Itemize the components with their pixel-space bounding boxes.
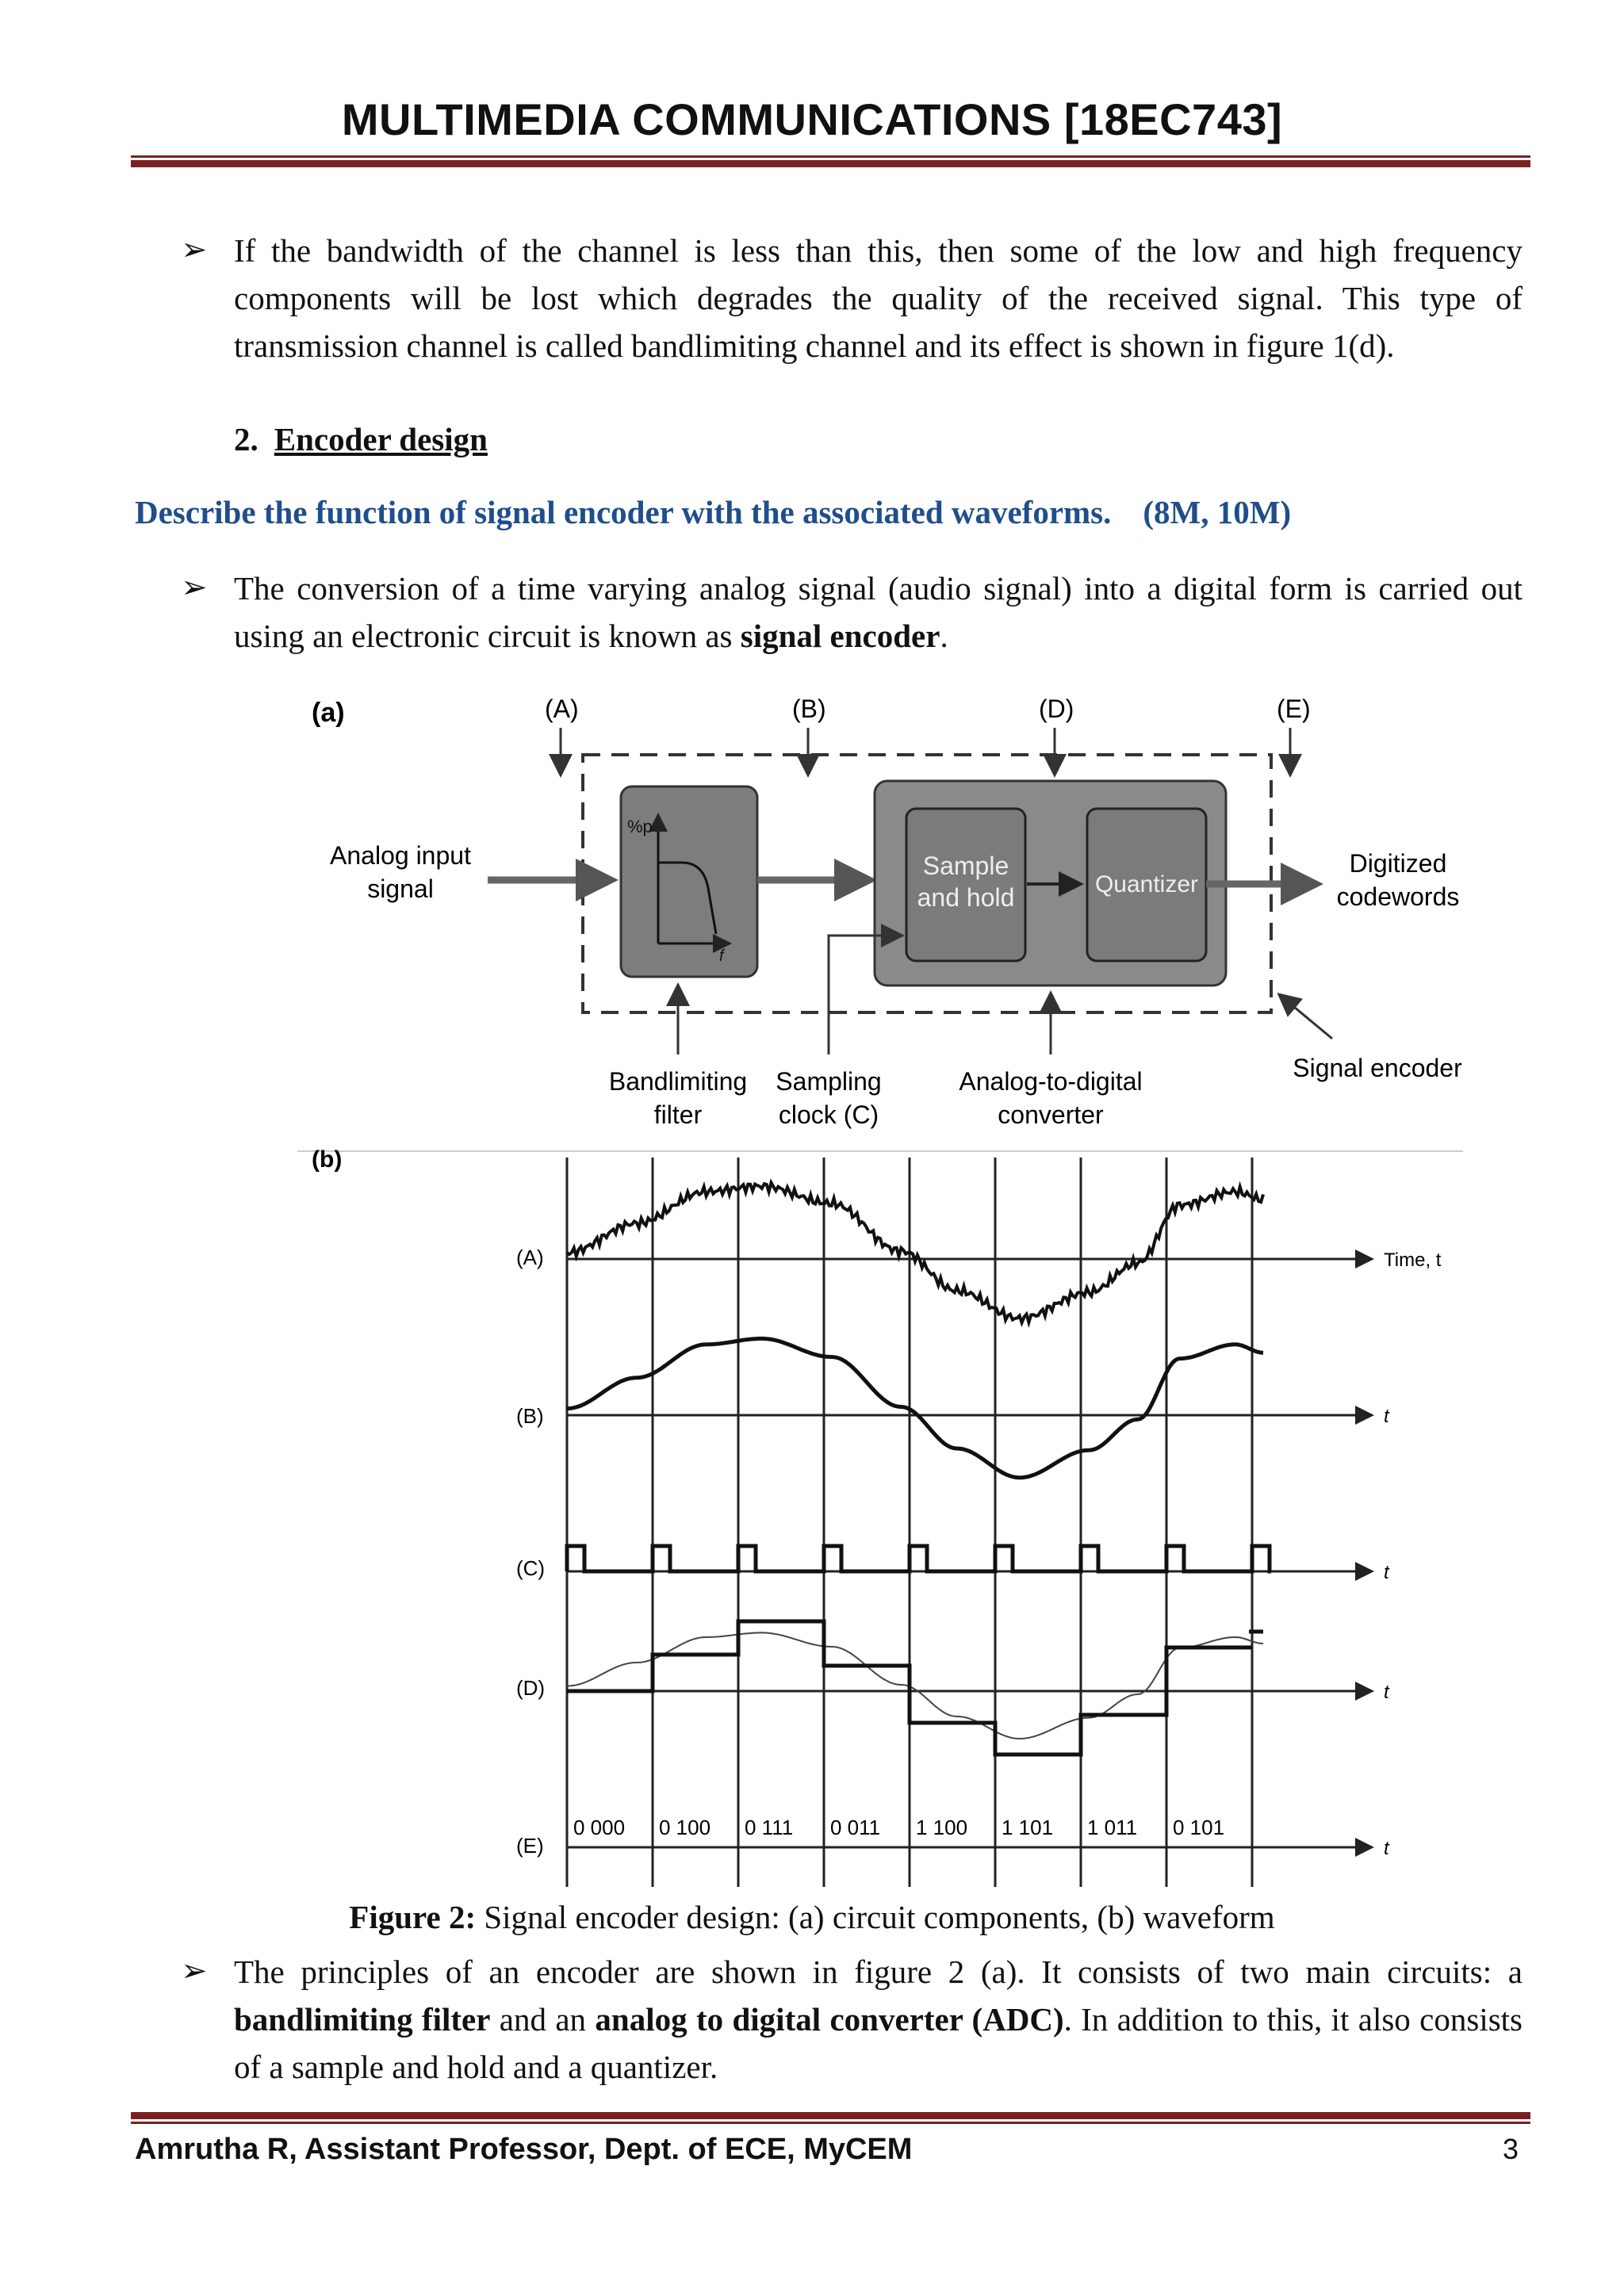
para3-text-end: . In addition to this, it also consists of a sample and hold and a quantizer. (234, 2001, 1523, 2085)
para3-text-a: The principles of an encoder are shown in figure 2 (a). It consists of two main circuits: a (234, 1954, 1522, 1990)
adc-label-line2: converter (998, 1100, 1104, 1129)
waveform-c-clock (567, 1546, 1271, 1571)
signal-encoder-label: Signal encoder (1293, 1054, 1462, 1082)
output-label-line1: Digitized (1349, 849, 1447, 878)
row-a-label: (A) (516, 1246, 544, 1269)
section-heading (234, 420, 488, 458)
exam-question (135, 493, 1291, 531)
question-marks: (8M, 10M) (1143, 494, 1292, 530)
codeword: 0 000 (573, 1816, 626, 1839)
page-header-title: MULTIMEDIA COMMUNICATIONS [18EC743] (341, 94, 1283, 144)
filter-axis-label: %p (627, 817, 653, 836)
para2-bold: signal encoder (740, 618, 940, 654)
para3-text-mid: and an (490, 2001, 596, 2038)
input-label-line2: signal (367, 874, 434, 903)
bandlimiting-label-line2: filter (653, 1100, 703, 1129)
filter-axis-f: f (719, 947, 724, 965)
tap-e-label: (E) (1277, 695, 1311, 723)
output-label-line2: codewords (1336, 882, 1460, 911)
bullet-arrow-icon: ➢ (181, 569, 208, 606)
codeword: 0 111 (745, 1816, 794, 1839)
codeword: 1 101 (1002, 1816, 1054, 1839)
t-label-e: t (1384, 1838, 1389, 1859)
footer-author: Amrutha R, Assistant Professor, Dept. of ECE, MyCEM (135, 2133, 913, 2166)
paragraph-signal-encoder (234, 564, 1522, 660)
codeword: 0 100 (659, 1816, 711, 1839)
figure-caption (0, 1898, 1624, 1936)
paragraph-bandlimiting: If the bandwidth of the channel is less than this, then some of the low and high frequency components will be lost which degrades the quality of the received signal. This type of transmission channel is called bandlimiting channel and its effect is shown in figure 1(d). (234, 232, 1522, 364)
para3-bold-filter: bandlimiting filter (234, 2001, 491, 2038)
section-title: Encoder design (274, 421, 488, 457)
signal-encoder-figure (218, 682, 1467, 1899)
tap-b-label: (B) (792, 695, 826, 723)
row-b-label: (B) (516, 1404, 544, 1428)
waveform-a-analog (567, 1183, 1263, 1323)
page-number: 3 (1503, 2133, 1519, 2165)
sample-hold-line2: and hold (917, 883, 1015, 912)
bandlimiting-label-line1: Bandlimiting (608, 1067, 748, 1096)
time-label: Time, t (1384, 1249, 1442, 1271)
clock-label-line2: clock (C) (778, 1100, 879, 1129)
paragraph-encoder-principles (234, 1948, 1522, 2091)
codeword: 1 100 (916, 1816, 968, 1839)
adc-label-line1: Analog-to-digital (959, 1067, 1143, 1096)
codeword: 0 011 (830, 1816, 881, 1839)
caption-text: Signal encoder design: (a) circuit components, (b) waveform (476, 1899, 1275, 1935)
sample-instant-lines (567, 1158, 1252, 1887)
para3-bold-adc: analog to digital converter (ADC) (595, 2001, 1064, 2038)
codeword: 1 011 (1087, 1816, 1138, 1839)
bullet-arrow-icon: ➢ (181, 1953, 208, 1989)
para2-text: The conversion of a time varying analog signal (audio signal) into a digital form is carried out using an electronic circuit is known as (234, 570, 1522, 654)
tap-a-label: (A) (545, 695, 579, 723)
waveform-b-bandlimited (567, 1338, 1263, 1477)
t-label-c: t (1384, 1562, 1389, 1583)
row-d-label: (D) (516, 1676, 546, 1700)
t-label-d: t (1384, 1682, 1389, 1703)
clock-label-line1: Sampling (776, 1067, 882, 1096)
bandlimiting-filter-block (621, 786, 757, 977)
caption-label: Figure 2: (349, 1899, 477, 1935)
fig-part-b-label: (b) (312, 1146, 343, 1173)
signal-encoder-pointer (1281, 996, 1332, 1039)
row-c-label: (C) (516, 1556, 546, 1580)
quantizer-label: Quantizer (1094, 871, 1199, 897)
codeword: 0 101 (1173, 1816, 1225, 1839)
header-rule (131, 155, 1530, 167)
fig-part-a-label: (a) (312, 698, 345, 728)
para2-end: . (940, 618, 948, 654)
tap-d-label: (D) (1039, 695, 1074, 723)
codewords-row (573, 1816, 1224, 1839)
sample-hold-line1: Sample (922, 851, 1009, 880)
input-label-line1: Analog input (330, 841, 471, 870)
row-e-label: (E) (516, 1834, 544, 1858)
bullet-arrow-icon: ➢ (181, 232, 208, 268)
question-text: Describe the function of signal encoder with the associated waveforms. (135, 494, 1112, 530)
t-label-b: t (1384, 1406, 1389, 1427)
footer-rule (131, 2112, 1530, 2124)
section-number: 2. (234, 421, 259, 457)
